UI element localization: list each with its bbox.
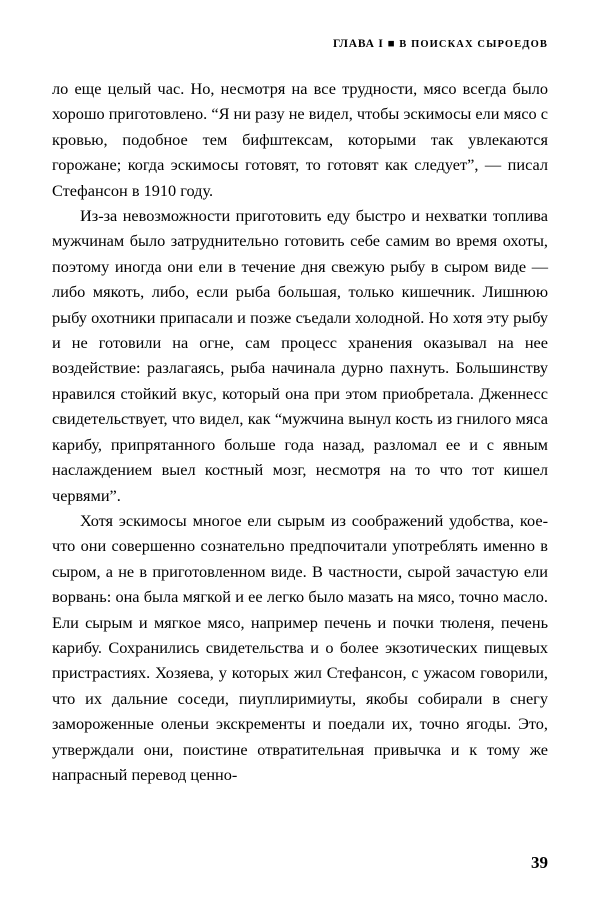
chapter-label: ГЛАВА I (333, 38, 384, 50)
chapter-separator-icon: ■ (387, 38, 396, 50)
paragraph: ло еще целый час. Но, несмотря на все трудности, мясо всегда было хорошо приготовлено. “Я ни разу не видел, чтобы эскимосы ели мясо с кровью, подобное тем бифштексам, которыми так увлекаются горожане; когда эскимосы готовят, то готовят как следует”, — писал Стефансон в 1910 году. (52, 79, 548, 200)
body-text (52, 76, 548, 787)
page-number: 39 (531, 853, 548, 872)
running-head (333, 38, 548, 50)
chapter-title: В ПОИСКАХ СЫРОЕДОВ (399, 39, 548, 50)
paragraph: Из-за невозможности приготовить еду быстро и нехватки топлива мужчинам было затруднительно готовить себе самим во время охоты, поэтому иногда они ели в течение дня свежую рыбу в сыром виде — либо мякоть, либо, если рыба большая, только кишечник. Лишнюю рыбу охотники припасали и позже съедали холодной. Но хотя эту рыбу и не готовили на огне, сам процесс хранения оказывал на нее воздействие: разлагаясь, рыба начинала дурно пахнуть. Большинству нравился стойкий вкус, который она при этом приобретала. Дженнесс свидетельствует, что видел, как “мужчина вынул кость из гнилого мяса карибу, припрятанного больше года назад, разломал ее и с явным наслаждением выел костный мозг, несмотря на то что тот кишел червями”. (52, 206, 548, 505)
paragraph: Хотя эскимосы многое ели сырым из соображений удобства, кое-что они совершенно сознательно предпочитали употреблять именно в сыром, а не в приготовленном виде. В частности, сырой зачастую ели ворвань: она была мягкой и ее легко было мазать на мясо, точно масло. Ели сырым и мягкое мясо, например печень и почки тюленя, печень карибу. Сохранились свидетельства и о более экзотических пищевых пристрастиях. Хозяева, у которых жил Стефансон, с ужасом говорили, что их дальние соседи, пиуплиримиуты, якобы собирали в снегу замороженные оленьи экскременты и поедали их, точно ягоды. Это, утверждали они, поистине отвратительная привычка и к тому же напрасный перевод ценно- (52, 510, 548, 784)
